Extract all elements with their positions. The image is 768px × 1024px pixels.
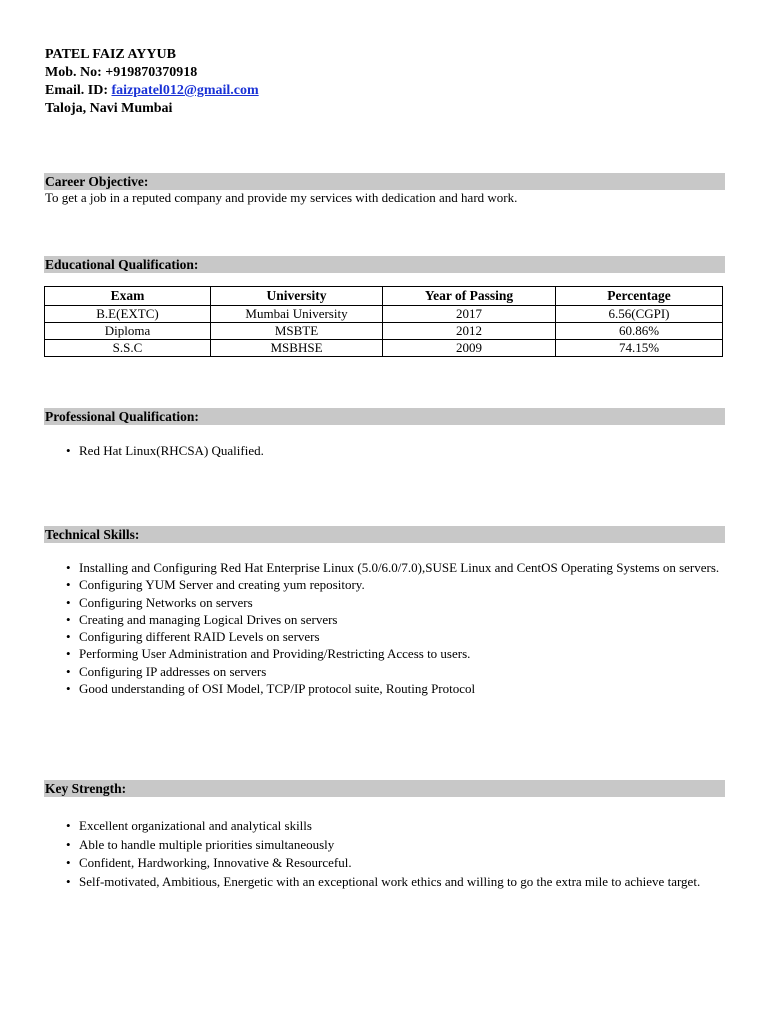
list-item — [62, 663, 729, 680]
list-item — [62, 836, 729, 855]
bullet-icon: • — [66, 873, 71, 889]
table-cell: MSBHSE — [211, 340, 383, 357]
career-objective-heading: Career Objective: — [44, 173, 725, 190]
bullet-icon: • — [66, 836, 71, 852]
column-header: Exam — [45, 287, 211, 306]
bullet-icon: • — [66, 577, 71, 593]
bullet-icon: • — [66, 855, 71, 870]
professional-heading: Professional Qualification: — [44, 408, 725, 425]
bullet-icon: • — [66, 594, 71, 610]
table-header-row — [45, 287, 723, 306]
mobile-line — [45, 64, 197, 82]
bullet-icon: • — [66, 443, 71, 458]
key-strength-list — [62, 817, 729, 891]
email-label: Email. ID: — [45, 83, 112, 98]
list-item — [62, 594, 729, 611]
table-cell: 2012 — [383, 323, 556, 340]
table-cell: S.S.C — [45, 340, 211, 357]
list-item-text: Red Hat Linux(RHCSA) Qualified. — [79, 443, 264, 458]
career-objective-text: To get a job in a reputed company and provide my services with dedication and hard work. — [45, 190, 518, 205]
list-item — [62, 442, 729, 459]
email-line — [45, 82, 259, 100]
bullet-icon: • — [66, 611, 71, 627]
bullet-icon: • — [66, 818, 71, 833]
bullet-icon: • — [66, 560, 71, 575]
address: Taloja, Navi Mumbai — [45, 101, 173, 116]
list-item-text: Installing and Configuring Red Hat Enterprise Linux (5.0/6.0/7.0),SUSE Linux and CentOS Operating Systems on servers. — [79, 560, 720, 575]
list-item — [62, 559, 729, 576]
professional-list — [62, 442, 729, 459]
list-item — [62, 680, 729, 697]
list-item-text: Good understanding of OSI Model, TCP/IP protocol suite, Routing Protocol — [79, 681, 476, 697]
table-cell: 2017 — [383, 306, 556, 323]
list-item-text: Creating and managing Logical Drives on servers — [79, 611, 338, 627]
list-item-text: Configuring different RAID Levels on servers — [79, 629, 320, 645]
table-cell: 74.15% — [556, 340, 723, 357]
bullet-icon: • — [66, 629, 71, 645]
list-item-text: Configuring IP addresses on servers — [79, 663, 267, 679]
list-item-text: Configuring YUM Server and creating yum repository. — [79, 577, 365, 593]
table-cell: Mumbai University — [211, 306, 383, 323]
list-item — [62, 645, 729, 662]
bullet-icon: • — [66, 681, 71, 697]
list-item-text: Configuring Networks on servers — [79, 594, 253, 610]
list-item — [62, 628, 729, 645]
table-cell: Diploma — [45, 323, 211, 340]
mobile-number: +919870370918 — [105, 65, 198, 80]
mobile-label: Mob. No: — [45, 65, 106, 80]
list-item — [62, 611, 729, 628]
technical-skills-heading: Technical Skills: — [44, 526, 725, 543]
table-row — [45, 306, 723, 323]
table-row — [45, 323, 723, 340]
list-item-text: Performing User Administration and Providing/Restricting Access to users. — [79, 646, 471, 662]
education-heading: Educational Qualification: — [44, 256, 725, 273]
key-strength-heading: Key Strength: — [44, 780, 725, 797]
table-cell: 60.86% — [556, 323, 723, 340]
column-header: Percentage — [556, 287, 723, 306]
table-cell: MSBTE — [211, 323, 383, 340]
email-link[interactable]: faizpatel012@gmail.com — [111, 83, 259, 98]
list-item-text: Confident, Hardworking, Innovative & Resourceful. — [79, 855, 352, 870]
table-cell: 2009 — [383, 340, 556, 357]
list-item — [62, 576, 729, 593]
list-item — [62, 873, 729, 892]
bullet-icon: • — [66, 663, 71, 679]
list-item — [62, 854, 729, 873]
candidate-name: PATEL FAIZ AYYUB — [45, 47, 176, 62]
education-table — [44, 286, 723, 357]
table-cell: B.E(EXTC) — [45, 306, 211, 323]
list-item-text: Able to handle multiple priorities simultaneously — [79, 836, 335, 852]
list-item-text: Self-motivated, Ambitious, Energetic with an exceptional work ethics and willing to go the extra mile to achieve target. — [79, 873, 701, 889]
bullet-icon: • — [66, 646, 71, 662]
table-row — [45, 340, 723, 357]
technical-skills-list — [62, 559, 729, 697]
table-cell: 6.56(CGPI) — [556, 306, 723, 323]
list-item — [62, 817, 729, 836]
column-header: University — [211, 287, 383, 306]
list-item-text: Excellent organizational and analytical skills — [79, 818, 312, 833]
column-header: Year of Passing — [383, 287, 556, 306]
